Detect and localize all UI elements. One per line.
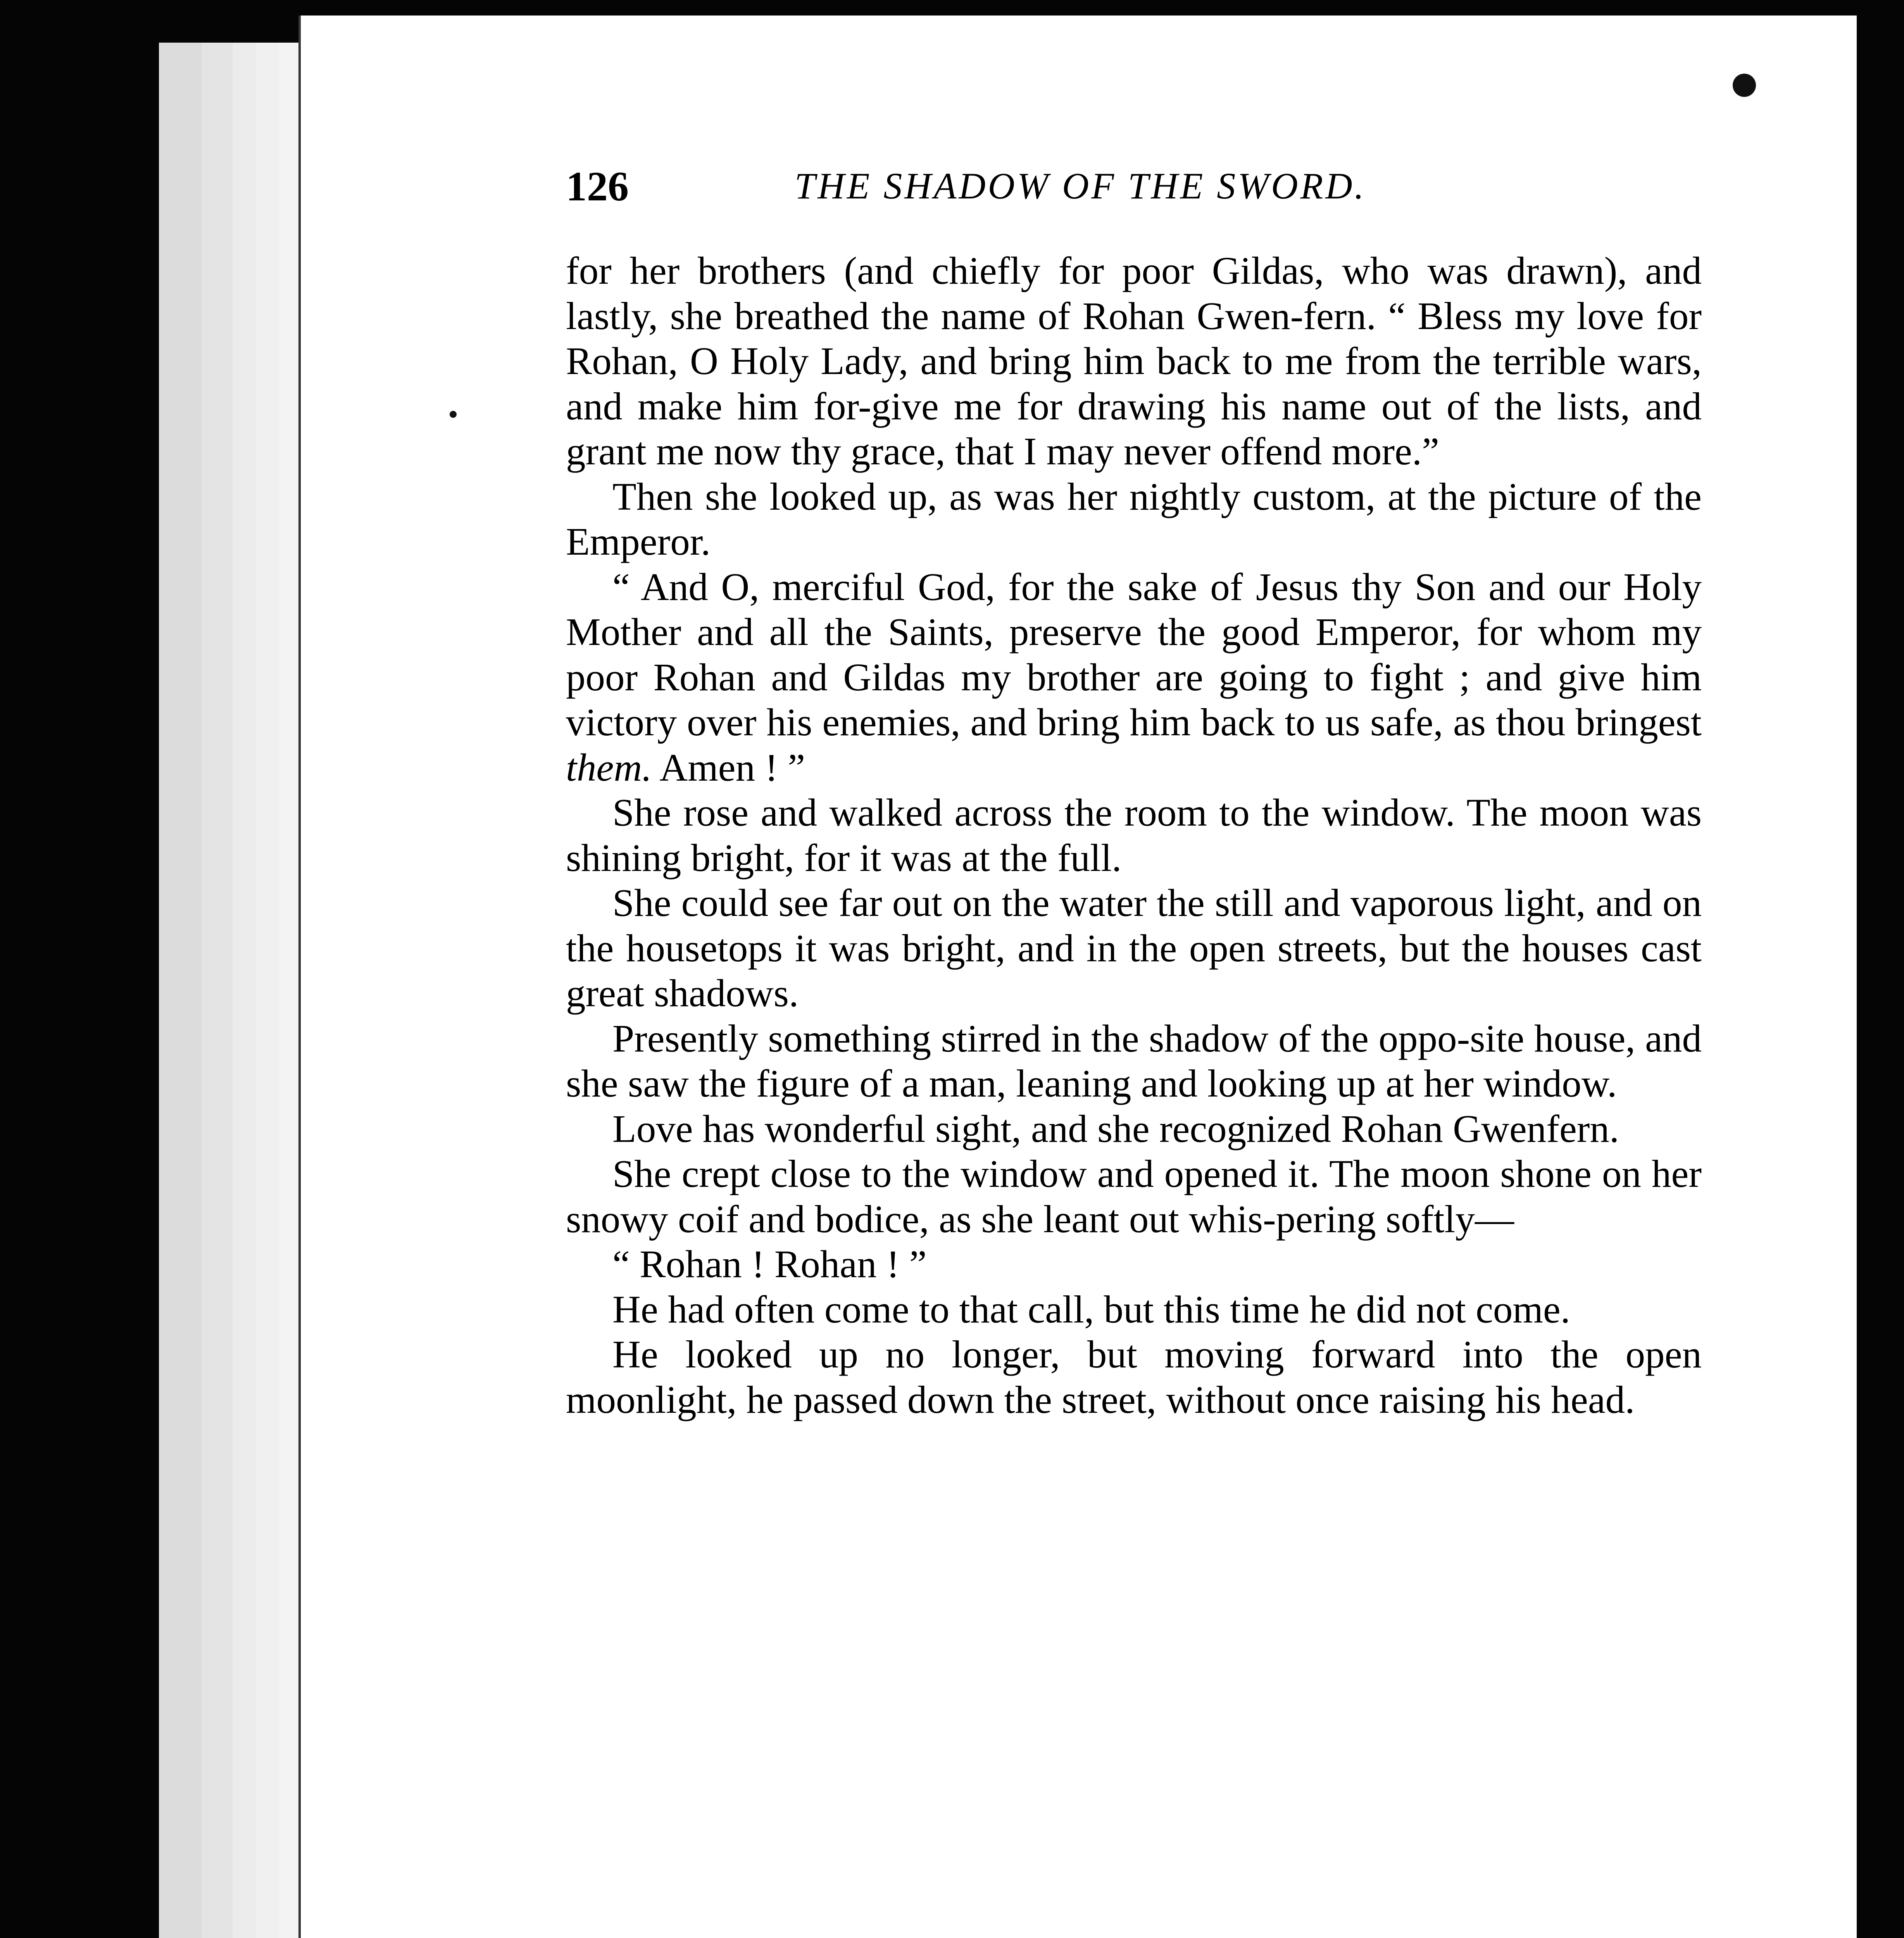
ink-spot (450, 411, 457, 418)
paragraph-text: Amen ! ” (659, 745, 805, 789)
paragraph: She rose and walked across the room to the window. The moon was shining bright, for it was at the full. (566, 791, 1702, 879)
ink-spot (1733, 74, 1756, 97)
paragraph: Presently something stirred in the shadow of the oppo-site house, and she saw the figure of a man, leaning and looking up at her window. (566, 1016, 1702, 1105)
paragraph: She crept close to the window and opened it. The moon shone on her snowy coif and bodice, as she leant out whis-pering softly— (566, 1152, 1702, 1241)
paragraph: Then she looked up, as was her nightly custom, at the picture of the Emperor. (566, 474, 1702, 563)
page-edge (159, 43, 207, 1938)
paragraph-text: “ And O, merciful God, for the sake of Jesus thy Son and our Holy Mother and all the Saints, preserve the good Emperor, for whom my poor Rohan and Gildas my brother are going to fight ; and give him victory over his enemies, and bring him back to us safe, as thou bringest (566, 565, 1702, 744)
paragraph (566, 564, 1702, 790)
running-title: THE SHADOW OF THE SWORD. (795, 165, 1366, 207)
page-number: 126 (566, 164, 629, 210)
paragraph: She could see far out on the water the still and vaporous light, and on the housetops it was bright, and in the open streets, but the houses cast great shadows. (566, 881, 1702, 1015)
paragraph: He had often come to that call, but this time he did not come. (612, 1287, 1571, 1331)
paragraph: He looked up no longer, but moving forward into the open moonlight, he passed down the street, without once raising his head. (566, 1333, 1702, 1421)
paragraph: “ Rohan ! Rohan ! ” (612, 1242, 927, 1286)
italic-word: them. (566, 745, 652, 789)
paragraph: for her brothers (and chiefly for poor Gildas, who was drawn), and lastly, she breathed the name of Rohan Gwen-fern. “ Bless my love for Rohan, O Holy Lady, and bring him back to me from the terrible wars, and make him for-give me for drawing his name out of the lists, and grant me now thy grace, that I may never offend more.” (566, 249, 1702, 473)
page-text (566, 248, 1702, 1422)
running-header (566, 163, 1713, 217)
paragraph: Love has wonderful sight, and she recognized Rohan Gwenfern. (612, 1107, 1619, 1150)
